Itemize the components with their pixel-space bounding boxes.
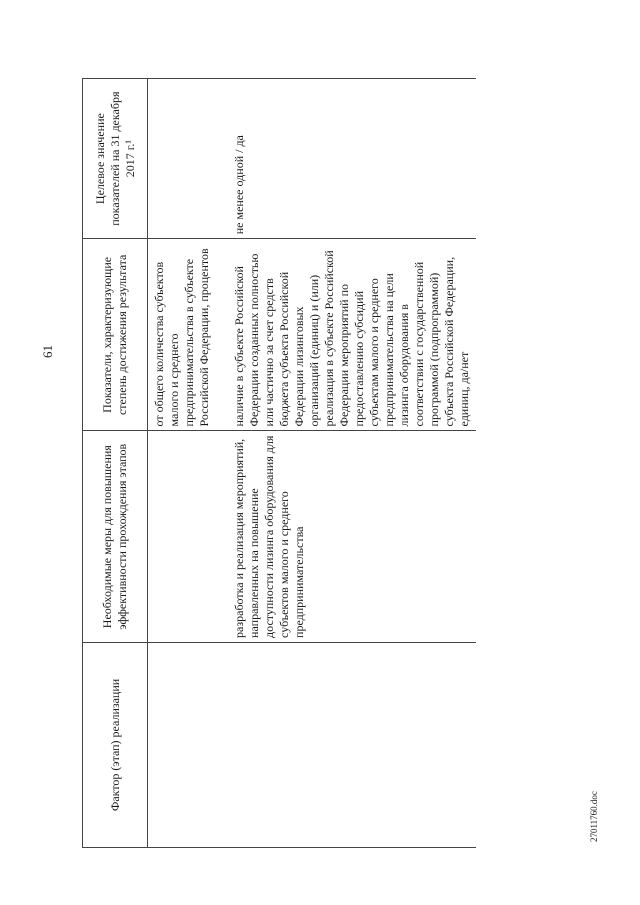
cell-factor xyxy=(148,642,229,847)
table-row xyxy=(228,79,476,848)
cell-factor xyxy=(228,642,476,847)
table-header-row xyxy=(83,79,148,848)
table-row xyxy=(148,79,229,848)
cell-target: не менее одной / да xyxy=(228,79,476,239)
measures-table xyxy=(82,78,476,848)
page-number: 61 xyxy=(40,345,55,358)
document-file-label: 27011760.doc xyxy=(589,791,599,842)
header-measures: Необходимые меры для повышения эффективности прохождения этапов xyxy=(83,431,148,642)
header-factor: Фактор (этап) реализации xyxy=(83,642,148,847)
cell-measures: разработка и реализация мероприятий, направленных на повышение доступности лизинга оборудования для субъектов малого и среднего предпринимательства xyxy=(228,431,476,642)
header-target: Целевое значение показателей на 31 декабря 2017 г.¹ xyxy=(83,79,148,239)
header-indicators: Показатели, характеризующие степень достижения результата xyxy=(83,239,148,431)
cell-measures xyxy=(148,431,229,642)
cell-indicators: наличие в субъекте Российской Федерации созданных полностью или частично за счет средств бюджета субъекта Российской Федерации лизинговых организаций (единиц) и (или) реализация в субъекте Российской Федерации мероприятий по предоставлению субсидий субъектам малого и среднего предпринимательства на цели лизинга оборудования в соответствии с государственной программой (подпрограммой) субъекта Российской Федерации, единиц, да/нет xyxy=(228,239,476,431)
cell-target xyxy=(148,79,229,239)
cell-indicators: от общего количества субъектов малого и среднего предпринимательства в субъекте Российской Федерации, процентов xyxy=(148,239,229,431)
rotated-table-container xyxy=(82,78,502,848)
